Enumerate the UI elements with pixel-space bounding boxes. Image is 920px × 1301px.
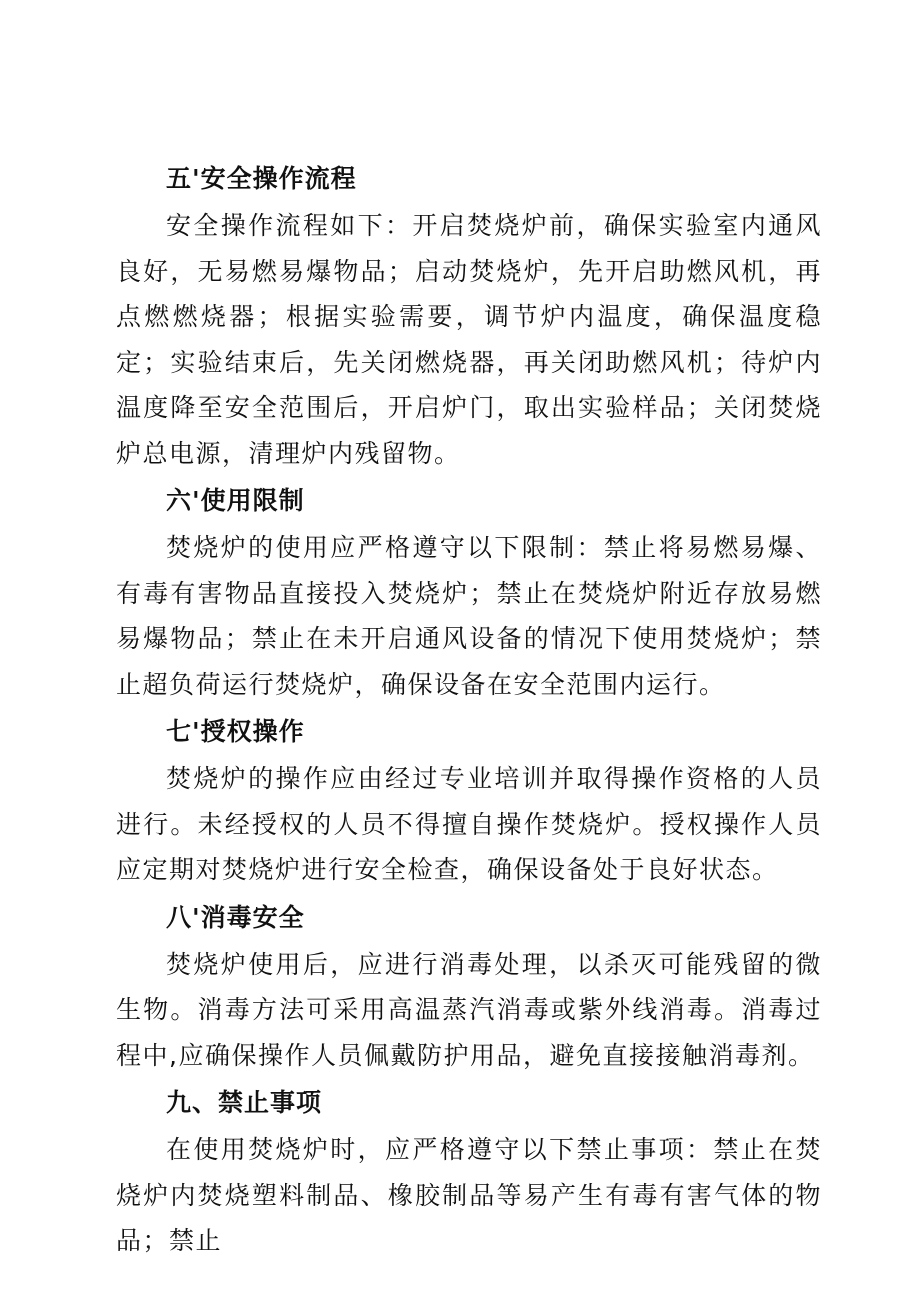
section-paragraph: 在使用焚烧炉时，应严格遵守以下禁止事项：禁止在焚烧炉内焚烧塑料制品、橡胶制品等易产生有毒有害气体的物品；禁止 [116, 1135, 822, 1255]
section-safe-operation [116, 155, 822, 476]
document-body [116, 155, 822, 1265]
section-heading: 五'安全操作流程 [166, 164, 357, 193]
section-authorized-operation [116, 708, 822, 893]
section-heading: 九、禁止事项 [166, 1088, 323, 1117]
section-heading: 六'使用限制 [166, 486, 305, 515]
section-paragraph: 焚烧炉的操作应由经过专业培训并取得操作资格的人员进行。未经授权的人员不得擅自操作焚烧炉。授权操作人员应定期对焚烧炉进行安全检查，确保设备处于良好状态。 [116, 764, 822, 884]
section-paragraph: 焚烧炉的使用应严格遵守以下限制：禁止将易燃易爆、有毒有害物品直接投入焚烧炉；禁止在焚烧炉附近存放易燃易爆物品；禁止在未开启通风设备的情况下使用焚烧炉；禁止超负荷运行焚烧炉，确保设备在安全范围内运行。 [116, 533, 822, 699]
section-paragraph: 焚烧炉使用后，应进行消毒处理，以杀灭可能残留的微生物。消毒方法可采用高温蒸汽消毒或紫外线消毒。消毒过程中,应确保操作人员佩戴防护用品，避免直接接触消毒剂。 [116, 949, 822, 1070]
section-usage-limits [116, 477, 822, 707]
section-disinfection-safety [116, 894, 822, 1079]
section-heading: 八'消毒安全 [166, 902, 305, 932]
section-prohibited-items [116, 1079, 822, 1264]
section-paragraph: 安全操作流程如下：开启焚烧炉前，确保实验室内通风良好，无易燃易爆物品；启动焚烧炉，先开启助燃风机，再点燃燃烧器；根据实验需要，调节炉内温度，确保温度稳定；实验结束后，先关闭燃烧器，再关闭助燃风机；待炉内温度降至安全范围后，开启炉门，取出实验样品；关闭焚烧炉总电源，清理炉内残留物。 [116, 211, 822, 468]
section-heading: 七'授权操作 [166, 717, 305, 746]
